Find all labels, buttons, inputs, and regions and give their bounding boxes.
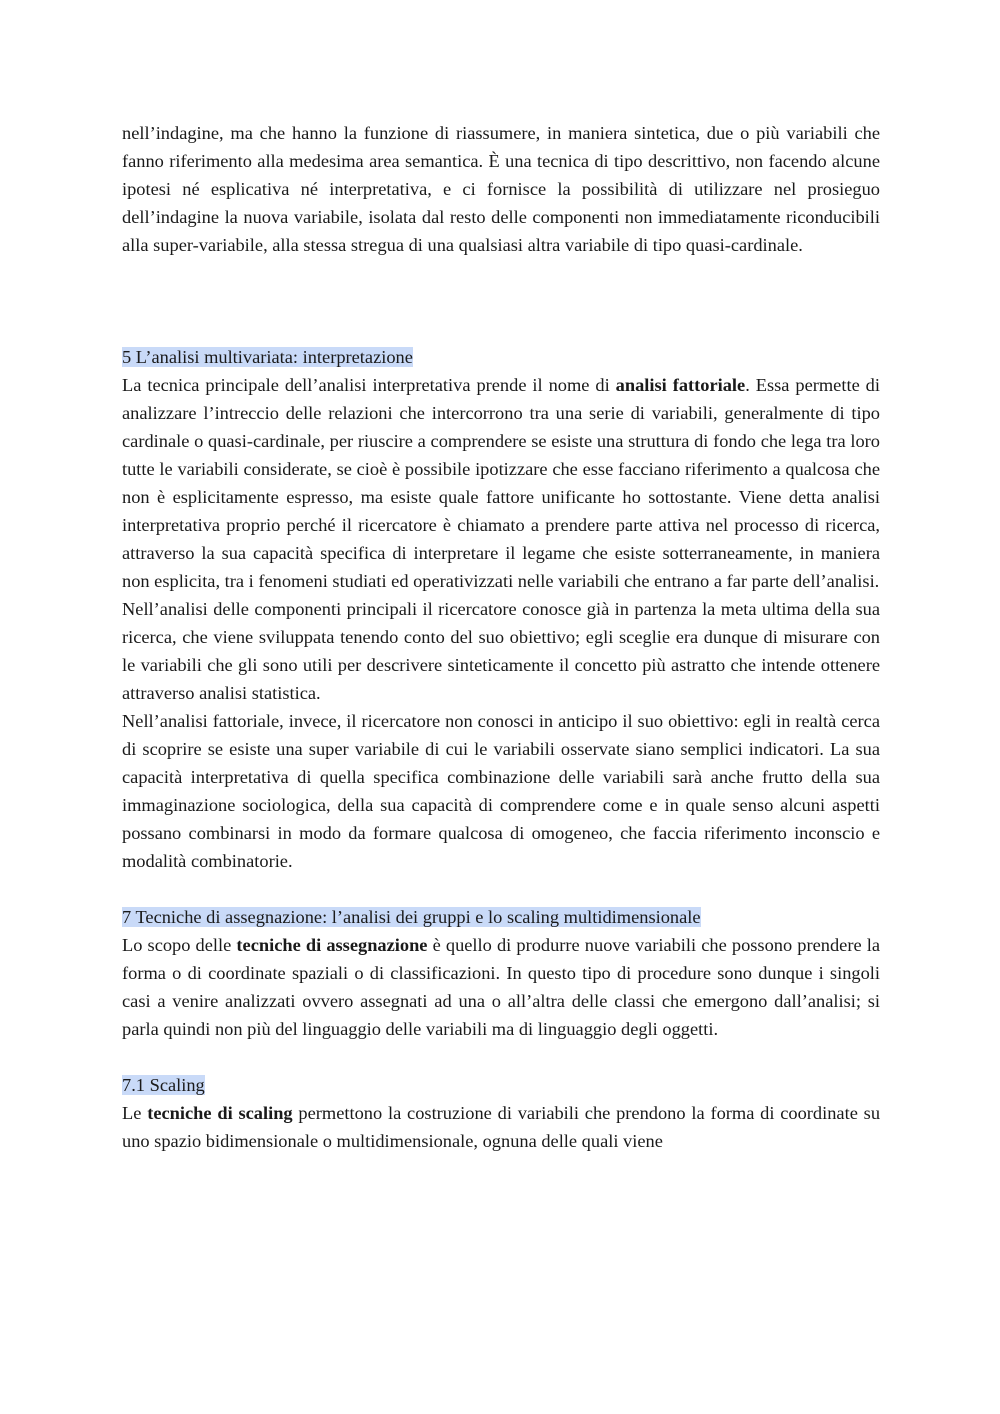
document-page [122,119,880,1155]
section-7-1-heading [122,1071,880,1099]
section-5-p1-text-before: La tecnica principale dell’analisi interpretativa prende il nome di [122,375,616,395]
intro-paragraph: nell’indagine, ma che hanno la funzione di riassumere, in maniera sintetica, due o più variabili che fanno riferimento alla medesima area semantica. È una tecnica di tipo descrittivo, non facendo alcune ipotesi né esplicativa né interpretativa, e ci fornisce la possibilità di utilizzare nel prosieguo dell’indagine la nuova variabile, isolata dal resto delle componenti non immediatamente riconducibili alla super-variabile, alla stessa stregua di una qualsiasi altra variabile di tipo quasi-cardinale. [122,123,880,255]
section-5-paragraph-3: Nell’analisi fattoriale, invece, il ricercatore non conosci in anticipo il suo obiettivo: egli in realtà cerca di scoprire se esiste una super variabile di cui le variabili osservate siano semplici indicatori. La sua capacità interpretativa di quella specifica combinazione delle variabili sarà anche frutto della sua immaginazione sociologica, della sua capacità di comprendere come e in quale senso alcuni aspetti possano combinarsi in modo da formare qualcosa di omogeneo, che faccia riferimento inconscio e modalità combinatorie. [122,711,880,871]
section-5-p1-text-after: . Essa permette di analizzare l’intreccio delle relazioni che intercorrono tra una serie di variabili, generalmente di tipo cardinale o quasi-cardinale, per riuscire a comprendere se esiste una struttura di fondo che lega tra loro tutte le variabili considerate, se cioè è possibile ipotizzare che esse facciano riferimento a qualcosa che non è esplicitamente espresso, ma esiste quale fattore unificante ho sottostante. Viene detta analisi interpretativa proprio perché il ricercatore è chiamato a prendere parte attiva nel processo di ricerca, attraverso la sua capacità specifica di interpretare il legame che esiste sotterraneamente, in maniera non esplicita, tra i fenomeni studiati ed operativizzati nelle variabili che entrano a far parte dell’analisi. [122,375,880,591]
section-5-paragraph-1 [122,371,880,595]
section-spacer [122,875,880,903]
section-7-p1-text-after: è quello di produrre nuove variabili che possono prendere la forma o di coordinate spaziali o di classificazioni. In questo tipo di procedure sono dunque i singoli casi a venire analizzati ovvero assegnati ad una o all’altra delle classi che emergono dall’analisi; si parla quindi non più del linguaggio delle variabili ma di linguaggio degli oggetti. [122,935,880,1039]
section-5-paragraph-2: Nell’analisi delle componenti principali il ricercatore conosce già in partenza la meta ultima della sua ricerca, che viene sviluppata tenendo conto del suo obiettivo; egli sceglie era dunque di misurare con le variabili che gli sono utili per descrivere sinteticamente il concetto più astratto che intende ottenere attraverso analisi statistica. [122,599,880,703]
section-7-1-p1-text-before: Le [122,1103,148,1123]
section-5-heading-text: 5 L’analisi multivariata: interpretazione [122,347,413,367]
section-7-1-heading-text: 7.1 Scaling [122,1075,205,1095]
section-spacer [122,1043,880,1071]
section-5-heading [122,343,880,371]
section-7-1-paragraph-1 [122,1099,880,1155]
tecniche-di-assegnazione-term: tecniche di assegnazione [236,935,428,955]
section-7-heading-text: 7 Tecniche di assegnazione: l’analisi dei gruppi e lo scaling multidimensionale [122,907,701,927]
section-7-1-p1-text-after: permettono la costruzione di variabili che prendono la forma di coordinate su uno spazio bidimensionale o multidimensionale, ognuna delle quali viene [122,1103,881,1151]
analisi-fattoriale-term: analisi fattoriale [615,375,746,395]
section-7-p1-text-before: Lo scopo delle [122,935,237,955]
section-spacer [122,259,880,343]
section-7-heading [122,903,880,931]
tecniche-di-scaling-term: tecniche di scaling [147,1103,293,1123]
section-7-paragraph-1 [122,931,880,1043]
